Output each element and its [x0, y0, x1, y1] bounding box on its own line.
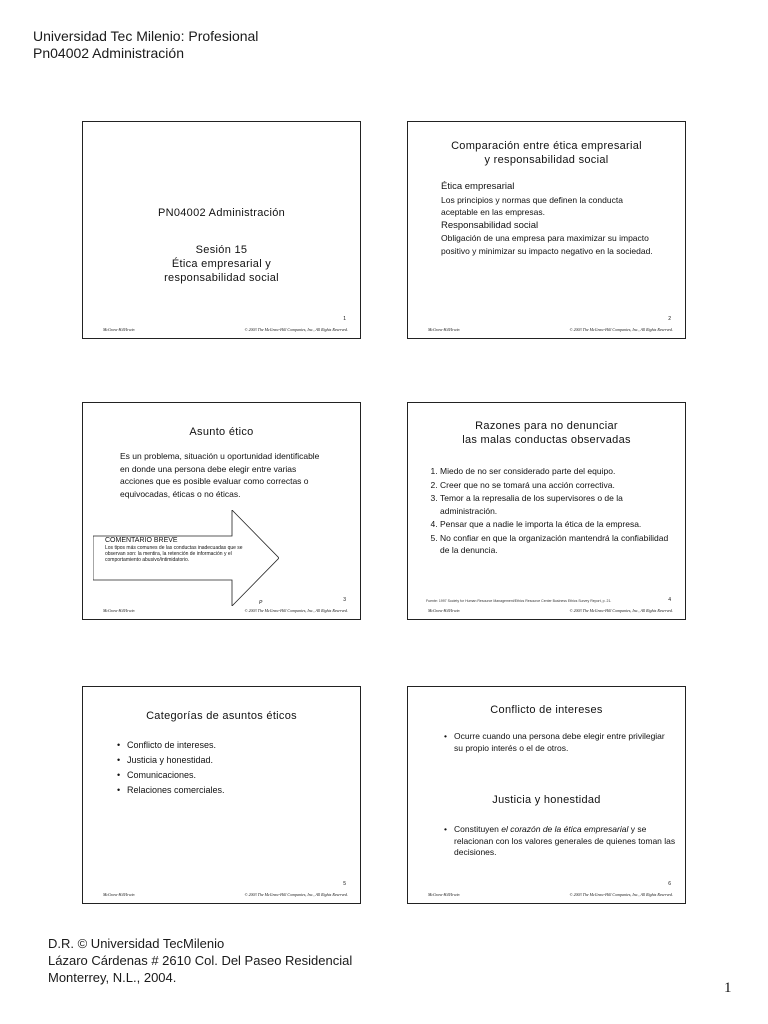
slide-footer-copyright: © 2003 The McGraw-Hill Companies, Inc., All Rights Reserved. — [244, 608, 348, 613]
slide-footer-copyright: © 2003 The McGraw-Hill Companies, Inc., All Rights Reserved. — [244, 892, 348, 897]
list-item: • Ocurre cuando una persona debe elegir entre privilegiar su propio interés o el de otros. — [454, 731, 674, 754]
slide-6-number: 6 — [668, 881, 671, 887]
slide-4-list — [428, 465, 670, 558]
text-run: Constituyen — [454, 824, 502, 834]
slide-1-session: Sesión 15 — [195, 244, 248, 256]
slide-4-footer — [428, 608, 673, 613]
slide-4 — [407, 402, 686, 620]
slide-footer-publisher: McGraw-Hill/Irwin — [428, 327, 460, 332]
slide-5-footer — [103, 892, 348, 897]
slide-5-title: Categorías de asuntos éticos — [146, 710, 297, 722]
document-header — [33, 28, 258, 62]
slide-6-title-1: Conflicto de intereses — [490, 704, 603, 716]
slide-2 — [407, 121, 686, 339]
slide-4-title-line2: las malas conductas observadas — [462, 434, 631, 446]
slide-3-footer — [103, 608, 348, 613]
header-institution: Universidad Tec Milenio: Profesional — [33, 28, 259, 44]
slide-4-number: 4 — [668, 597, 671, 603]
slide-3-text: Es un problema, situación u oportunidad identificable en donde una persona debe elegir entre varias acciones que es posible evaluar como correctas o equivocadas, éticas o no éticas. — [120, 451, 320, 499]
slide-1-number: 1 — [343, 316, 346, 322]
slide-2-body — [441, 181, 656, 257]
slide-6-title-2: Justicia y honestidad — [492, 794, 601, 806]
list-item: • Relaciones comerciales. — [127, 784, 327, 797]
brief-comment — [105, 536, 255, 563]
slide-footer-copyright: © 2003 The McGraw-Hill Companies, Inc., All Rights Reserved. — [569, 327, 673, 332]
slide-footer-publisher: McGraw-Hill/Irwin — [103, 892, 135, 897]
slide-3-title: Asunto ético — [189, 426, 254, 438]
slide-footer-publisher: McGraw-Hill/Irwin — [428, 608, 460, 613]
slide-5 — [82, 686, 361, 904]
slide-4-title-line1: Razones para no denunciar — [475, 420, 618, 432]
slide-6 — [407, 686, 686, 904]
slide-2-def2: Obligación de una empresa para maximizar su impacto positivo y minimizar su impacto negativo en la sociedad. — [441, 233, 653, 256]
list-item: 4. Pensar que a nadie le importa la ética de la empresa. — [440, 518, 670, 531]
slide-1 — [82, 121, 361, 339]
page-number: 1 — [724, 980, 732, 996]
address-line: Lázaro Cárdenas # 2610 Col. Del Paseo Residencial — [48, 953, 353, 968]
slide-3-mark: P — [259, 600, 263, 606]
slide-3 — [82, 402, 361, 620]
slide-1-topic-line1: Ética empresarial y — [171, 258, 272, 270]
slide-2-term2: Responsabilidad social — [441, 219, 539, 231]
slide-1-topic-line2: responsabilidad social — [164, 272, 279, 284]
slide-3-number: 3 — [343, 597, 346, 603]
list-item: 3. Temor a la represalia de los supervisores o de la administración. — [440, 492, 670, 517]
slide-footer-copyright: © 2003 The McGraw-Hill Companies, Inc., All Rights Reserved. — [569, 608, 673, 613]
brief-comment-text: Los tipos más comunes de las conductas inadecuadas que se observan son: la mentira, la retención de información y el comportamiento abusivo/intimidatorio. — [105, 545, 243, 563]
slide-5-number: 5 — [343, 881, 346, 887]
brief-comment-title: COMENTARIO BREVE — [105, 537, 178, 544]
header-course: Pn04002 Administración — [33, 45, 184, 61]
slide-6-list-1 — [444, 731, 674, 756]
emphasis-text: el corazón de la ética empresarial — [501, 824, 629, 834]
slide-5-list — [117, 739, 327, 799]
list-item: 2. Creer que no se tomará una acción correctiva. — [440, 479, 670, 492]
slide-2-number: 2 — [668, 316, 671, 322]
slide-1-course: PN04002 Administración — [157, 207, 286, 219]
slide-footer-publisher: McGraw-Hill/Irwin — [103, 327, 135, 332]
list-item: 1. Miedo de no ser considerado parte del equipo. — [440, 465, 670, 478]
slide-2-term1: Ética empresarial — [441, 181, 515, 192]
list-item: • Comunicaciones. — [127, 769, 327, 782]
slide-4-source: Fuente: 1997 Society for Human Resource Management/Ethics Resource Center Business Ethics Survey Report, p. 21. — [426, 599, 612, 603]
slide-footer-publisher: McGraw-Hill/Irwin — [428, 892, 460, 897]
list-item: • Conflicto de intereses. — [127, 739, 327, 752]
list-item: • Justicia y honestidad. — [127, 754, 327, 767]
slide-6-footer — [428, 892, 673, 897]
slide-footer-copyright: © 2003 The McGraw-Hill Companies, Inc., All Rights Reserved. — [569, 892, 673, 897]
slide-1-footer — [103, 327, 348, 332]
slide-2-title-line2: y responsabilidad social — [484, 154, 609, 166]
slide-footer-copyright: © 2003 The McGraw-Hill Companies, Inc., All Rights Reserved. — [244, 327, 348, 332]
slide-6-list-2 — [444, 824, 679, 861]
slide-footer-publisher: McGraw-Hill/Irwin — [103, 608, 135, 613]
address-block — [48, 935, 352, 986]
address-line: D.R. © Universidad TecMilenio — [48, 936, 225, 951]
address-line: Monterrey, N.L., 2004. — [48, 970, 177, 985]
list-item — [454, 824, 679, 859]
slide-2-title-line1: Comparación entre ética empresarial — [451, 140, 642, 152]
list-item: 5. No confiar en que la organización mantendrá la confiabilidad de la denuncia. — [440, 532, 670, 557]
slide-2-footer — [428, 327, 673, 332]
text-run: y se relacionan con los valores generales de quienes toman las decisiones. — [454, 824, 676, 857]
slide-2-def1: Los principios y normas que definen la conducta aceptable en las empresas. — [441, 194, 623, 217]
